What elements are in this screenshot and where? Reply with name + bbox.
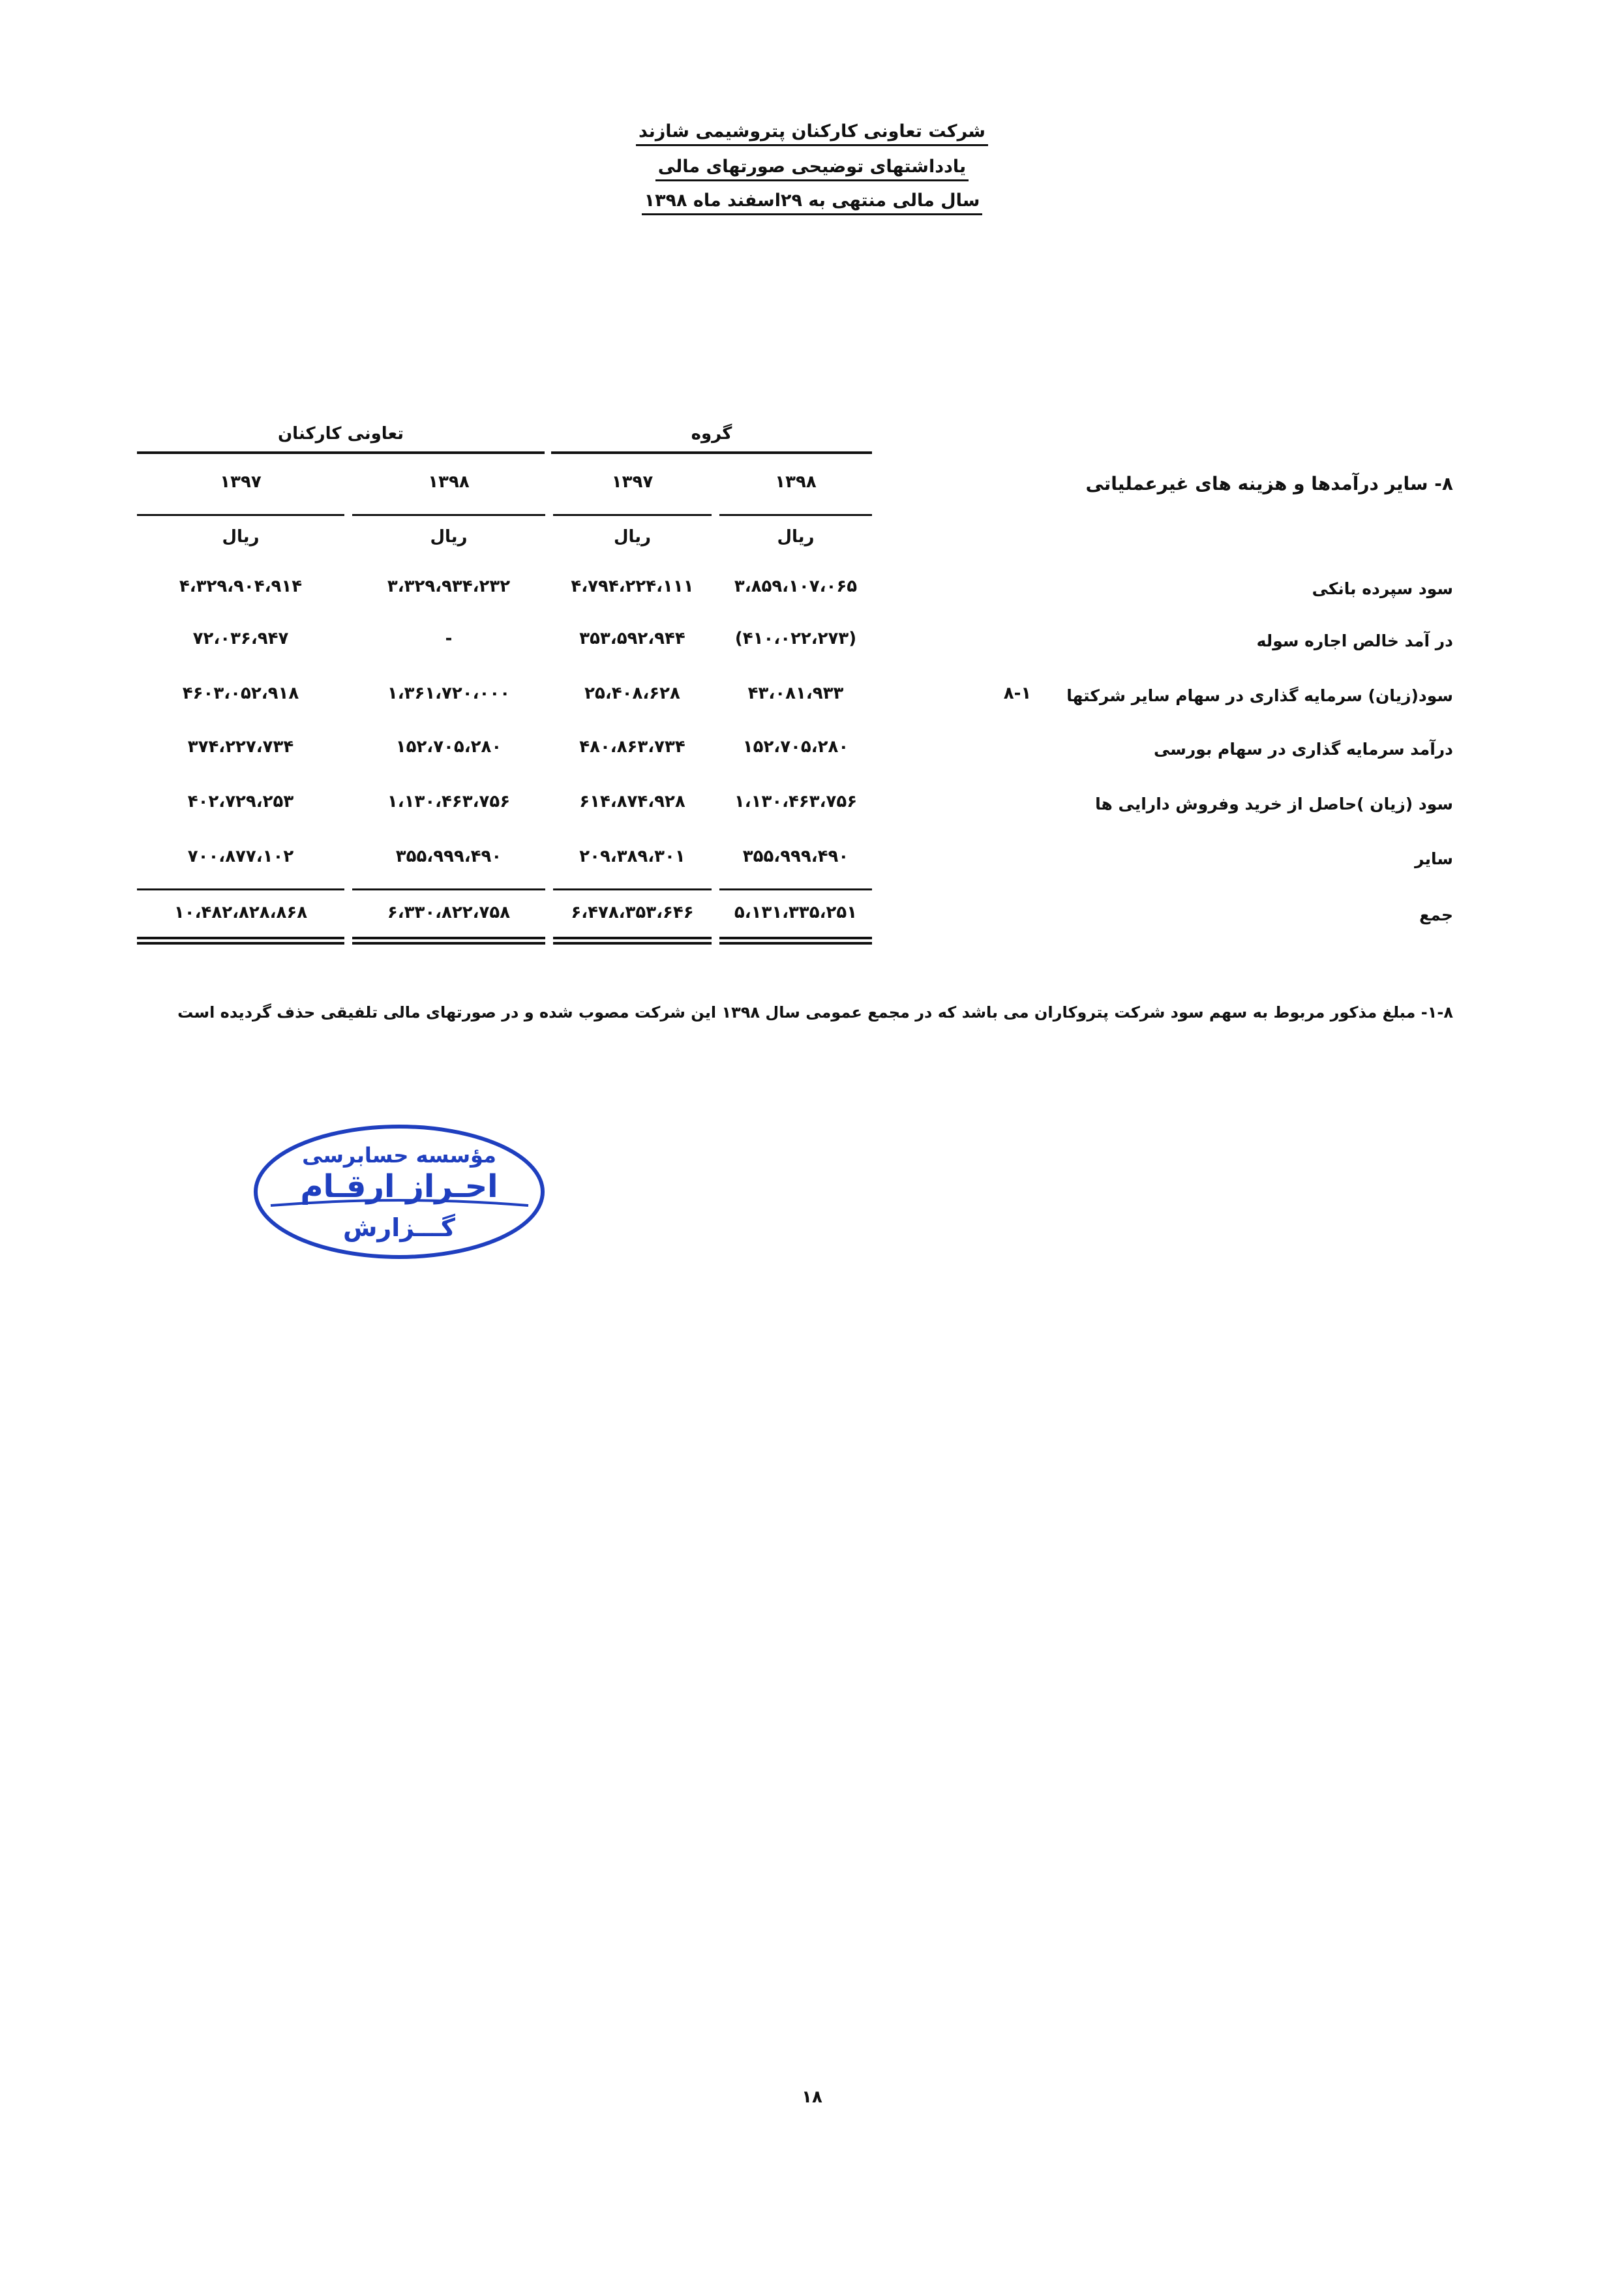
table-cell: ۷۲،۰۳۶،۹۴۷ bbox=[192, 629, 289, 648]
unit-label: ریال bbox=[777, 527, 815, 547]
col-year-group-1397: ۱۳۹۷ bbox=[611, 472, 654, 492]
coop-header: تعاونی کارکنان bbox=[277, 424, 404, 444]
total-double-rule bbox=[137, 937, 344, 939]
total-double-rule bbox=[719, 937, 872, 939]
table-cell: ۶۱۴،۸۷۴،۹۲۸ bbox=[579, 792, 685, 811]
total-double-rule bbox=[352, 937, 545, 939]
total-top-rule bbox=[137, 888, 344, 890]
total-top-rule bbox=[553, 888, 712, 890]
row-label-listed-shares: درآمد سرمایه گذاری در سهام بورسی bbox=[1154, 740, 1453, 759]
company-title: شرکت تعاونی کارکنان پتروشیمی شازند bbox=[0, 121, 1624, 142]
table-cell: ۱،۱۳۰،۴۶۳،۷۵۶ bbox=[734, 792, 858, 811]
table-cell: ۳۷۴،۲۲۷،۷۳۴ bbox=[187, 737, 294, 757]
total-cell: ۱۰،۴۸۲،۸۲۸،۸۶۸ bbox=[173, 903, 308, 922]
table-cell: ۴۳،۰۸۱،۹۳۳ bbox=[747, 684, 844, 703]
table-cell: ۱۵۲،۷۰۵،۲۸۰ bbox=[395, 737, 502, 757]
table-cell: ۴۸۰،۸۶۳،۷۳۴ bbox=[579, 737, 685, 757]
table-cell: ۴۰۲،۷۲۹،۲۵۳ bbox=[187, 792, 294, 811]
row-label-investment-gain: سود(زیان) سرمایه گذاری در سهام سایر شرکتها bbox=[1066, 686, 1453, 705]
row-label-bank-interest: سود سپرده بانکی bbox=[1312, 579, 1453, 598]
table-cell: (۴۱۰،۰۲۲،۲۷۳) bbox=[734, 629, 857, 648]
table-cell: ۳۵۳،۵۹۲،۹۴۴ bbox=[579, 629, 685, 648]
table-cell: ۳۵۵،۹۹۹،۴۹۰ bbox=[395, 847, 502, 866]
total-double-rule bbox=[553, 942, 712, 945]
table-cell: - bbox=[445, 629, 453, 648]
audit-stamp bbox=[251, 1122, 548, 1262]
table-cell: ۴،۳۲۹،۹۰۴،۹۱۴ bbox=[179, 577, 303, 596]
table-cell: ۳۵۵،۹۹۹،۴۹۰ bbox=[742, 847, 849, 866]
total-label: جمع bbox=[1419, 905, 1453, 924]
year-rule bbox=[719, 514, 872, 516]
unit-label: ریال bbox=[613, 527, 652, 547]
coop-rule bbox=[137, 451, 545, 454]
table-cell: ۳،۳۲۹،۹۳۴،۲۳۲ bbox=[387, 577, 511, 596]
table-cell: ۴،۷۹۴،۲۲۴،۱۱۱ bbox=[571, 577, 694, 596]
unit-label: ریال bbox=[430, 527, 468, 547]
total-cell: ۶،۴۷۸،۳۵۳،۶۴۶ bbox=[571, 903, 694, 922]
year-rule bbox=[137, 514, 344, 516]
total-double-rule bbox=[719, 942, 872, 945]
total-double-rule bbox=[553, 937, 712, 939]
stamp-middle-text: احـراز ارقـام bbox=[300, 1168, 498, 1205]
group-rule bbox=[551, 451, 872, 454]
table-cell: ۱،۳۶۱،۷۲۰،۰۰۰ bbox=[387, 684, 511, 703]
note-reference: ۸-۱ bbox=[1003, 684, 1032, 703]
table-cell: ۲۵،۴۰۸،۶۲۸ bbox=[584, 684, 680, 703]
stamp-bottom-text: گـــزارش bbox=[342, 1213, 456, 1242]
stamp-top-text: مؤسسه حسابرسی bbox=[302, 1143, 496, 1168]
row-label-rent-income: در آمد خالص اجاره سوله bbox=[1256, 631, 1453, 650]
document-subtitle: یادداشتهای توضیحی صورتهای مالی bbox=[0, 157, 1624, 177]
col-year-group-1398: ۱۳۹۸ bbox=[775, 472, 817, 492]
page-number: ۱۸ bbox=[802, 2087, 822, 2107]
row-label-other: سایر bbox=[1415, 849, 1453, 868]
table-cell: ۱،۱۳۰،۴۶۳،۷۵۶ bbox=[387, 792, 511, 811]
period-line: سال مالی منتهی به ۲۹اسفند ماه ۱۳۹۸ bbox=[0, 190, 1624, 211]
table-cell: ۱۵۲،۷۰۵،۲۸۰ bbox=[742, 737, 849, 757]
year-rule bbox=[553, 514, 712, 516]
unit-label: ریال bbox=[222, 527, 260, 547]
total-double-rule bbox=[137, 942, 344, 945]
total-top-rule bbox=[719, 888, 872, 890]
total-double-rule bbox=[352, 942, 545, 945]
total-cell: ۶،۳۳۰،۸۲۲،۷۵۸ bbox=[387, 903, 511, 922]
table-cell: ۲۰۹،۳۸۹،۳۰۱ bbox=[579, 847, 685, 866]
col-year-coop-1397: ۱۳۹۷ bbox=[220, 472, 262, 492]
footnote-8-1: ۱-۸- مبلغ مذکور مربوط به سهم سود شرکت پتروکاران می باشد که در مجمع عمومی سال ۱۳۹۸ این شرکت مصوب شده و در صورتهای مالی تلفیقی حذف گردیده است bbox=[177, 1003, 1453, 1022]
group-header: گروه bbox=[691, 424, 732, 444]
section-title: ۸- سایر درآمدها و هزینه های غیرعملیاتی bbox=[1085, 473, 1453, 494]
table-cell: ۴۶۰۳،۰۵۲،۹۱۸ bbox=[182, 684, 299, 703]
table-cell: ۷۰۰،۸۷۷،۱۰۲ bbox=[187, 847, 294, 866]
row-label-asset-sale: سود (زیان )حاصل از خرید وفروش دارایی ها bbox=[1095, 795, 1453, 813]
total-top-rule bbox=[352, 888, 545, 890]
col-year-coop-1398: ۱۳۹۸ bbox=[428, 472, 470, 492]
table-cell: ۳،۸۵۹،۱۰۷،۰۶۵ bbox=[734, 577, 858, 596]
year-rule bbox=[352, 514, 545, 516]
total-cell: ۵،۱۳۱،۳۳۵،۲۵۱ bbox=[734, 903, 858, 922]
